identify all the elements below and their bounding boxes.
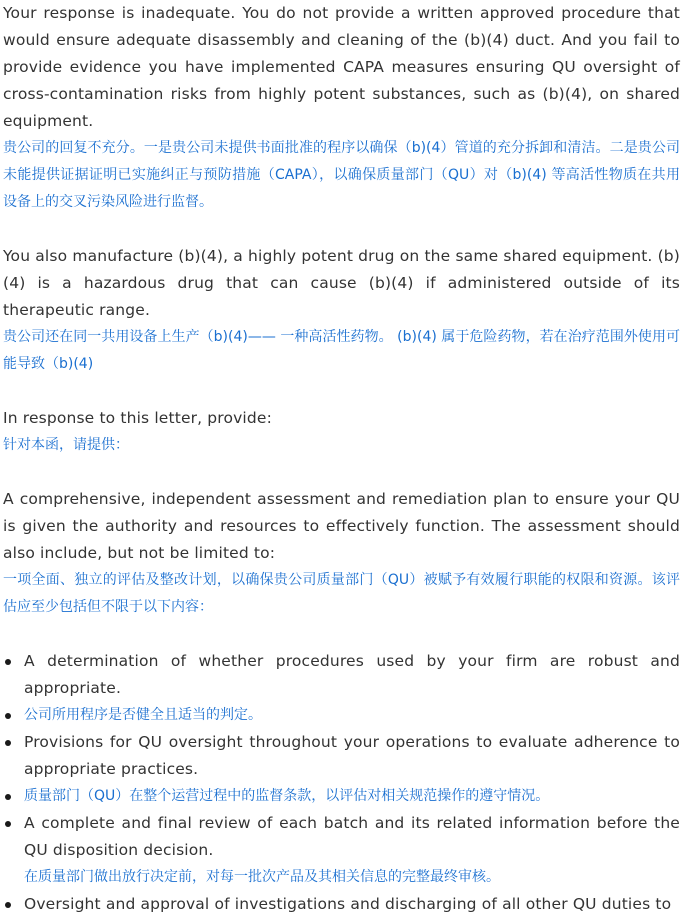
paragraph-gap (3, 378, 680, 405)
paragraph-gap (3, 621, 680, 648)
paragraph-assessment-plan: A comprehensive, independent assessment and remediation plan to ensure your QU is given the authority and resources to effectively function. The assessment should also include, but not be limited to: (3, 490, 680, 562)
list-item (3, 810, 680, 864)
bullet-dot-icon (5, 740, 11, 746)
paragraph-in-response-zh: 针对本函，请提供： (3, 437, 129, 453)
list-item-text-zh: 公司所用程序是否健全且适当的判定。 (24, 707, 262, 723)
paragraph-assessment-plan-zh: 一项全面、独立的评估及整改计划，以确保贵公司质量部门（QU）被赋予有效履行职能的权限和资源。该评估应至少包括但不限于以下内容： (3, 572, 680, 615)
list-item-text: Oversight and approval of investigations and discharging of all other QU duties to (24, 895, 672, 913)
list-item-text-zh: 质量部门（QU）在整个运营过程中的监督条款，以评估对相关规范操作的遵守情况。 (24, 788, 550, 804)
paragraph-gap (3, 216, 680, 243)
paragraph-shared-equipment-zh: 贵公司还在同一共用设备上生产（b)(4)—— 一种高活性药物。 (b)(4) 属于危险药物，若在治疗范围外使用可能导致（b)(4) (3, 329, 680, 372)
paragraph-gap (3, 459, 680, 486)
list-item-text-zh: 在质量部门做出放行决定前，对每一批次产品及其相关信息的完整最终审核。 (24, 869, 500, 885)
list-item-text: Provisions for QU oversight throughout your operations to evaluate adherence to appropriate practices. (24, 733, 680, 778)
list-item (3, 729, 680, 783)
paragraph-response-inadequate: Your response is inadequate. You do not provide a written approved procedure that would ensure adequate disassembly and cleaning of the (b)(4) duct. And you fail to provide evidence you have implemented CAPA measures ensuring QU oversight of cross-contamination risks from highly potent substances, such as (b)(4), on shared equipment. (3, 4, 680, 130)
bullet-dot-icon (5, 902, 11, 908)
bullet-dot-icon (5, 821, 11, 827)
paragraph-in-response: In response to this letter, provide: (3, 409, 272, 427)
list-item (3, 648, 680, 702)
bullet-dot-icon (5, 713, 11, 719)
list-item (3, 891, 680, 918)
bullet-dot-icon (5, 794, 11, 800)
paragraph-response-inadequate-zh: 贵公司的回复不充分。一是贵公司未提供书面批准的程序以确保（b)(4）管道的充分拆卸和清洁。二是贵公司未能提供证据证明已实施纠正与预防措施（CAPA），以确保质量部门（QU）对（b)(4) 等高活性物质在共用设备上的交叉污染风险进行监督。 (3, 140, 680, 210)
bullet-dot-icon (5, 659, 11, 665)
paragraph-shared-equipment: You also manufacture (b)(4), a highly potent drug on the same shared equipment. (b)(4) is a hazardous drug that can cause (b)(4) if administered outside of its therapeutic range. (3, 247, 680, 319)
list-item (3, 702, 680, 729)
list-item (3, 864, 680, 891)
list-item (3, 783, 680, 810)
list-item-text: A determination of whether procedures used by your firm are robust and appropriate. (24, 652, 680, 697)
assessment-requirements-list (3, 648, 680, 918)
list-item-text: A complete and final review of each batch and its related information before the QU disposition decision. (24, 814, 680, 859)
